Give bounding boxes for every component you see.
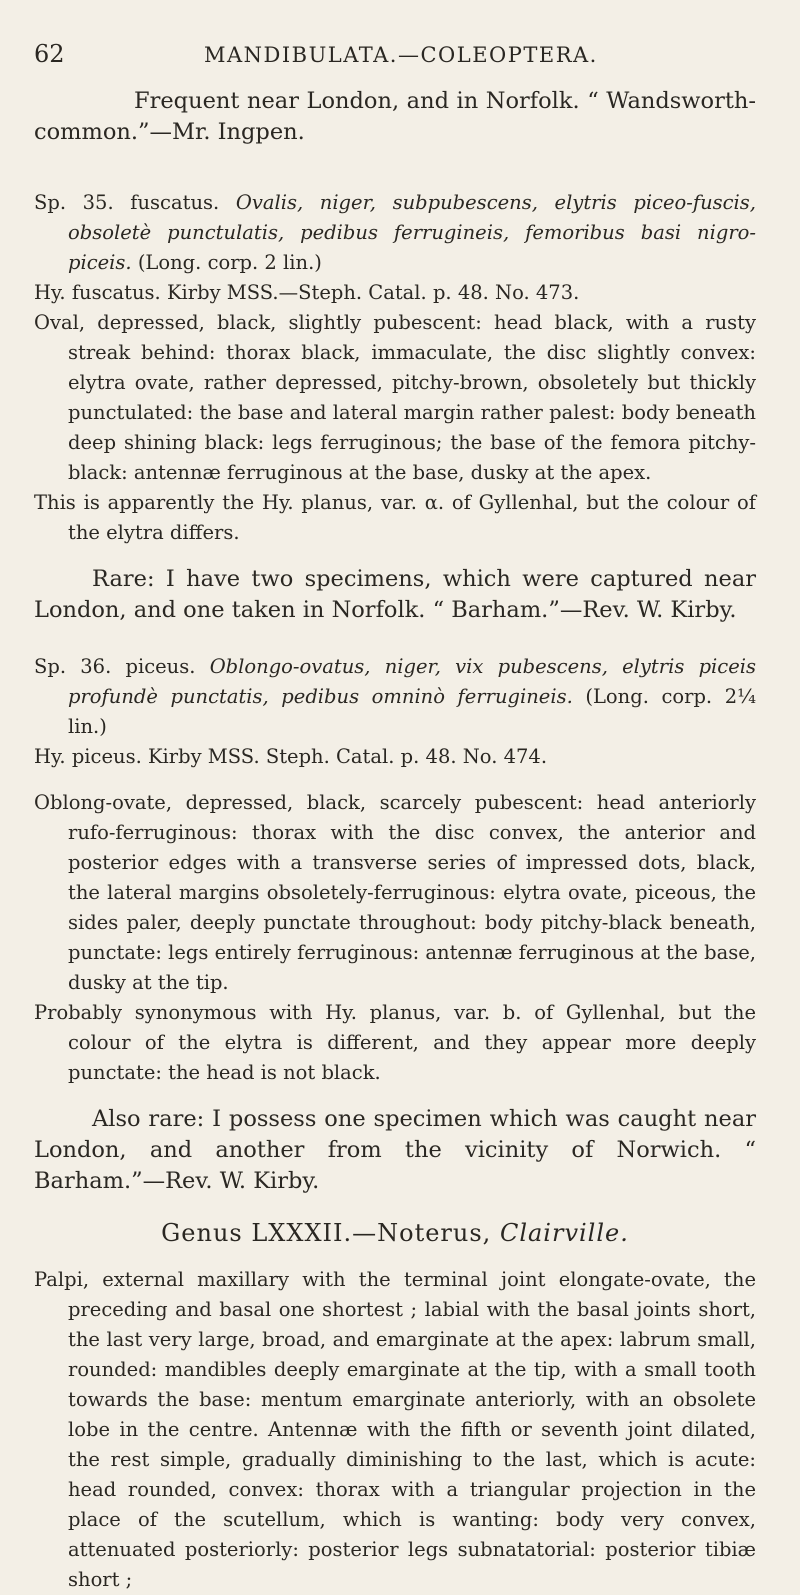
running-header xyxy=(34,40,756,68)
synonymy: Hy. piceus. Kirby MSS. Steph. Catal. p. 48. No. 474. xyxy=(34,745,548,768)
latin-diagnosis: Oblongo-ovatus, niger, vix pubescens, elytris piceis profundè punctatis, pedibus omninò ferrugineis. xyxy=(68,655,756,708)
body-length: (Long. corp. 2 lin.) xyxy=(137,251,322,274)
locality-note: Rare: I have two specimens, which were captured near London, and one taken in Norfolk. “ Barham.”—Rev. W. Kirby. xyxy=(34,566,756,623)
species-description: Oblong-ovate, depressed, black, scarcely pubescent: head anteriorly rufo-ferruginous: thorax with the disc convex, the anterior and posterior edges with a transverse series of impressed dots, black, the lateral margins obsoletely-ferruginous: elytra ovate, piceous, the sides paler, deeply punctate throughout: body pitchy-black beneath, punctate: legs entirely ferruginous: antennæ ferruginous at the base, dusky at the tip. xyxy=(34,791,756,994)
genus-description: Palpi, external maxillary with the terminal joint elongate-ovate, the preceding and basal one shortest ; labial with the basal joints short, the last very large, broad, and emarginate at the apex: labrum small, rounded: mandibles deeply emarginate at the tip, with a small tooth towards the base: mentum emarginate anteriorly, with an obsolete lobe in the centre. Antennæ with the fifth or seventh joint dilated, the rest simple, gradually diminishing to the last, which is acute: head rounded, convex: thorax with a triangular projection in the place of the scutellum, which is wanting: body very convex, attenuated posteriorly: posterior legs subnatatorial: posterior tibiæ short ; xyxy=(34,1268,756,1591)
genus-title: Genus LXXXII.—Noterus, xyxy=(161,1219,492,1247)
species-label: Sp. 36. piceus. xyxy=(34,655,196,678)
species-description: Oval, depressed, black, slightly pubescent: head black, with a rusty streak behind: thorax black, immaculate, the disc slightly convex: elytra ovate, rather depressed, pitchy-brown, obsoletely but thickly punctulated: the base and lateral margin rather palest: body beneath deep shining black: legs ferruginous; the base of the femora pitchy-black: antennæ ferruginous at the base, dusky at the apex. xyxy=(34,311,756,484)
genus-author: Clairville. xyxy=(499,1219,629,1247)
synonymy: Hy. fuscatus. Kirby MSS.—Steph. Catal. p. 48. No. 473. xyxy=(34,281,580,304)
species-entry xyxy=(34,652,756,1197)
genus-heading xyxy=(34,1219,756,1247)
species-diagnosis xyxy=(34,652,756,742)
species-remark: This is apparently the Hy. planus, var. α. of Gyllenhal, but the colour of the elytra differs. xyxy=(34,491,756,544)
locality-note: Also rare: I possess one specimen which was caught near London, and another from the vicinity of Norwich. “ Barham.”—Rev. W. Kirby. xyxy=(34,1106,756,1194)
latin-diagnosis: Ovalis, niger, subpubescens, elytris piceo-fuscis, obsoletè punctulatis, pedibus ferrugineis, femoribus basi nigro-piceis. xyxy=(68,191,756,274)
running-title: MANDIBULATA.—COLEOPTERA. xyxy=(204,43,598,67)
species-label: Sp. 35. fuscatus. xyxy=(34,191,220,214)
intro-locality-note: Frequent near London, and in Norfolk. “ Wandsworth-common.”—Mr. Ingpen. xyxy=(34,88,756,145)
species-remark: Probably synonymous with Hy. planus, var. b. of Gyllenhal, but the colour of the elytra is different, and they appear more deeply punctate: the head is not black. xyxy=(34,1001,756,1084)
body-length: (Long. corp. 2¼ lin.) xyxy=(68,685,757,738)
species-diagnosis xyxy=(34,188,756,278)
species-entry xyxy=(34,188,756,626)
page-number: 62 xyxy=(34,40,65,68)
